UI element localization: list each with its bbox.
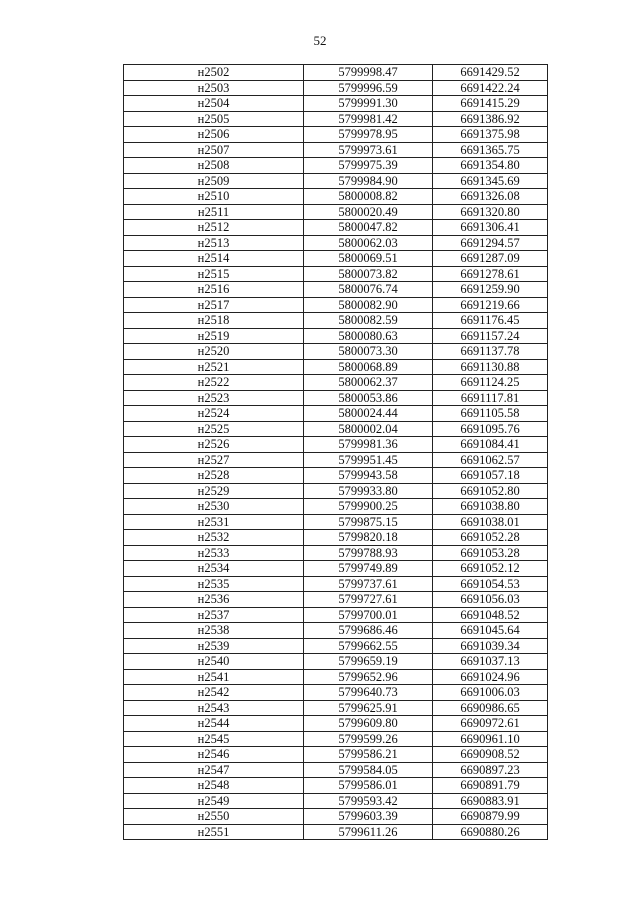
x-coordinate-cell: 5799973.61	[304, 142, 433, 158]
y-coordinate-cell: 6691095.76	[433, 421, 548, 437]
point-id-cell: н2508	[124, 158, 304, 174]
x-coordinate-cell: 5799981.42	[304, 111, 433, 127]
y-coordinate-cell: 6691278.61	[433, 266, 548, 282]
point-id-cell: н2533	[124, 545, 304, 561]
y-coordinate-cell: 6691429.52	[433, 65, 548, 81]
table-row	[124, 499, 548, 515]
x-coordinate-cell: 5800082.90	[304, 297, 433, 313]
table-row	[124, 437, 548, 453]
x-coordinate-cell: 5800053.86	[304, 390, 433, 406]
table-row	[124, 297, 548, 313]
table-row	[124, 204, 548, 220]
point-id-cell: н2532	[124, 530, 304, 546]
x-coordinate-cell: 5800047.82	[304, 220, 433, 236]
x-coordinate-cell: 5799609.80	[304, 716, 433, 732]
x-coordinate-cell: 5799659.19	[304, 654, 433, 670]
y-coordinate-cell: 6691038.01	[433, 514, 548, 530]
x-coordinate-cell: 5799593.42	[304, 793, 433, 809]
table-row	[124, 514, 548, 530]
point-id-cell: н2537	[124, 607, 304, 623]
x-coordinate-cell: 5800073.82	[304, 266, 433, 282]
y-coordinate-cell: 6691375.98	[433, 127, 548, 143]
coordinates-table	[123, 64, 548, 840]
x-coordinate-cell: 5800069.51	[304, 251, 433, 267]
table-row	[124, 452, 548, 468]
point-id-cell: н2504	[124, 96, 304, 112]
y-coordinate-cell: 6691415.29	[433, 96, 548, 112]
x-coordinate-cell: 5800073.30	[304, 344, 433, 360]
y-coordinate-cell: 6691130.88	[433, 359, 548, 375]
x-coordinate-cell: 5799998.47	[304, 65, 433, 81]
y-coordinate-cell: 6691084.41	[433, 437, 548, 453]
y-coordinate-cell: 6691052.28	[433, 530, 548, 546]
point-id-cell: н2550	[124, 809, 304, 825]
point-id-cell: н2545	[124, 731, 304, 747]
y-coordinate-cell: 6690880.26	[433, 824, 548, 840]
x-coordinate-cell: 5800008.82	[304, 189, 433, 205]
y-coordinate-cell: 6690897.23	[433, 762, 548, 778]
y-coordinate-cell: 6691037.13	[433, 654, 548, 670]
table-row	[124, 638, 548, 654]
point-id-cell: н2523	[124, 390, 304, 406]
x-coordinate-cell: 5800062.03	[304, 235, 433, 251]
y-coordinate-cell: 6690961.10	[433, 731, 548, 747]
point-id-cell: н2536	[124, 592, 304, 608]
point-id-cell: н2544	[124, 716, 304, 732]
point-id-cell: н2521	[124, 359, 304, 375]
y-coordinate-cell: 6691052.80	[433, 483, 548, 499]
x-coordinate-cell: 5799981.36	[304, 437, 433, 453]
point-id-cell: н2506	[124, 127, 304, 143]
point-id-cell: н2535	[124, 576, 304, 592]
y-coordinate-cell: 6691006.03	[433, 685, 548, 701]
table-row	[124, 421, 548, 437]
y-coordinate-cell: 6691176.45	[433, 313, 548, 329]
table-row	[124, 359, 548, 375]
y-coordinate-cell: 6691365.75	[433, 142, 548, 158]
point-id-cell: н2529	[124, 483, 304, 499]
y-coordinate-cell: 6690879.99	[433, 809, 548, 825]
table-row	[124, 344, 548, 360]
y-coordinate-cell: 6691053.28	[433, 545, 548, 561]
x-coordinate-cell: 5799727.61	[304, 592, 433, 608]
point-id-cell: н2524	[124, 406, 304, 422]
point-id-cell: н2522	[124, 375, 304, 391]
table-row	[124, 328, 548, 344]
x-coordinate-cell: 5799586.21	[304, 747, 433, 763]
y-coordinate-cell: 6691057.18	[433, 468, 548, 484]
table-row	[124, 607, 548, 623]
point-id-cell: н2527	[124, 452, 304, 468]
y-coordinate-cell: 6691024.96	[433, 669, 548, 685]
y-coordinate-cell: 6691045.64	[433, 623, 548, 639]
point-id-cell: н2526	[124, 437, 304, 453]
y-coordinate-cell: 6691386.92	[433, 111, 548, 127]
x-coordinate-cell: 5800080.63	[304, 328, 433, 344]
point-id-cell: н2518	[124, 313, 304, 329]
point-id-cell: н2549	[124, 793, 304, 809]
x-coordinate-cell: 5799686.46	[304, 623, 433, 639]
table-row	[124, 824, 548, 840]
table-row	[124, 251, 548, 267]
y-coordinate-cell: 6690986.65	[433, 700, 548, 716]
y-coordinate-cell: 6690972.61	[433, 716, 548, 732]
x-coordinate-cell: 5800020.49	[304, 204, 433, 220]
y-coordinate-cell: 6691062.57	[433, 452, 548, 468]
point-id-cell: н2510	[124, 189, 304, 205]
table-row	[124, 406, 548, 422]
y-coordinate-cell: 6691320.80	[433, 204, 548, 220]
y-coordinate-cell: 6691422.24	[433, 80, 548, 96]
table-row	[124, 793, 548, 809]
table-row	[124, 158, 548, 174]
point-id-cell: н2512	[124, 220, 304, 236]
x-coordinate-cell: 5800024.44	[304, 406, 433, 422]
y-coordinate-cell: 6691354.80	[433, 158, 548, 174]
table-row	[124, 685, 548, 701]
x-coordinate-cell: 5799900.25	[304, 499, 433, 515]
table-row	[124, 561, 548, 577]
table-row	[124, 127, 548, 143]
y-coordinate-cell: 6690891.79	[433, 778, 548, 794]
table-row	[124, 483, 548, 499]
x-coordinate-cell: 5799737.61	[304, 576, 433, 592]
table-row	[124, 576, 548, 592]
y-coordinate-cell: 6691124.25	[433, 375, 548, 391]
x-coordinate-cell: 5799584.05	[304, 762, 433, 778]
x-coordinate-cell: 5799586.01	[304, 778, 433, 794]
table-row	[124, 716, 548, 732]
table-row	[124, 266, 548, 282]
x-coordinate-cell: 5799975.39	[304, 158, 433, 174]
page-number: 52	[313, 33, 327, 48]
x-coordinate-cell: 5800002.04	[304, 421, 433, 437]
table-row	[124, 390, 548, 406]
point-id-cell: н2520	[124, 344, 304, 360]
x-coordinate-cell: 5799996.59	[304, 80, 433, 96]
point-id-cell: н2516	[124, 282, 304, 298]
table-row	[124, 189, 548, 205]
table-row	[124, 809, 548, 825]
point-id-cell: н2517	[124, 297, 304, 313]
point-id-cell: н2539	[124, 638, 304, 654]
table-row	[124, 282, 548, 298]
y-coordinate-cell: 6690883.91	[433, 793, 548, 809]
y-coordinate-cell: 6691345.69	[433, 173, 548, 189]
table-row	[124, 778, 548, 794]
x-coordinate-cell: 5799951.45	[304, 452, 433, 468]
table-row	[124, 623, 548, 639]
point-id-cell: н2513	[124, 235, 304, 251]
table-row	[124, 375, 548, 391]
point-id-cell: н2514	[124, 251, 304, 267]
x-coordinate-cell: 5799933.80	[304, 483, 433, 499]
x-coordinate-cell: 5800082.59	[304, 313, 433, 329]
point-id-cell: н2534	[124, 561, 304, 577]
table-row	[124, 654, 548, 670]
y-coordinate-cell: 6691294.57	[433, 235, 548, 251]
point-id-cell: н2515	[124, 266, 304, 282]
x-coordinate-cell: 5799984.90	[304, 173, 433, 189]
point-id-cell: н2511	[124, 204, 304, 220]
y-coordinate-cell: 6691048.52	[433, 607, 548, 623]
x-coordinate-cell: 5799978.95	[304, 127, 433, 143]
table-row	[124, 592, 548, 608]
x-coordinate-cell: 5799991.30	[304, 96, 433, 112]
x-coordinate-cell: 5799788.93	[304, 545, 433, 561]
x-coordinate-cell: 5799640.73	[304, 685, 433, 701]
point-id-cell: н2525	[124, 421, 304, 437]
table-row	[124, 111, 548, 127]
point-id-cell: н2503	[124, 80, 304, 96]
x-coordinate-cell: 5799652.96	[304, 669, 433, 685]
x-coordinate-cell: 5799749.89	[304, 561, 433, 577]
x-coordinate-cell: 5799700.01	[304, 607, 433, 623]
y-coordinate-cell: 6691306.41	[433, 220, 548, 236]
table-row	[124, 700, 548, 716]
point-id-cell: н2530	[124, 499, 304, 515]
point-id-cell: н2546	[124, 747, 304, 763]
table-row	[124, 65, 548, 81]
point-id-cell: н2531	[124, 514, 304, 530]
point-id-cell: н2505	[124, 111, 304, 127]
point-id-cell: н2551	[124, 824, 304, 840]
y-coordinate-cell: 6691105.58	[433, 406, 548, 422]
table-row	[124, 220, 548, 236]
y-coordinate-cell: 6691287.09	[433, 251, 548, 267]
point-id-cell: н2519	[124, 328, 304, 344]
table-row	[124, 313, 548, 329]
table-row	[124, 173, 548, 189]
y-coordinate-cell: 6691259.90	[433, 282, 548, 298]
table-row	[124, 142, 548, 158]
table-row	[124, 80, 548, 96]
x-coordinate-cell: 5799599.26	[304, 731, 433, 747]
point-id-cell: н2541	[124, 669, 304, 685]
point-id-cell: н2509	[124, 173, 304, 189]
x-coordinate-cell: 5799820.18	[304, 530, 433, 546]
table-row	[124, 530, 548, 546]
x-coordinate-cell: 5799662.55	[304, 638, 433, 654]
y-coordinate-cell: 6691056.03	[433, 592, 548, 608]
y-coordinate-cell: 6691326.08	[433, 189, 548, 205]
x-coordinate-cell: 5799875.15	[304, 514, 433, 530]
table-row	[124, 762, 548, 778]
y-coordinate-cell: 6691039.34	[433, 638, 548, 654]
table-row	[124, 468, 548, 484]
point-id-cell: н2542	[124, 685, 304, 701]
y-coordinate-cell: 6691117.81	[433, 390, 548, 406]
point-id-cell: н2543	[124, 700, 304, 716]
point-id-cell: н2502	[124, 65, 304, 81]
x-coordinate-cell: 5800068.89	[304, 359, 433, 375]
x-coordinate-cell: 5799625.91	[304, 700, 433, 716]
table-row	[124, 747, 548, 763]
x-coordinate-cell: 5800062.37	[304, 375, 433, 391]
y-coordinate-cell: 6691052.12	[433, 561, 548, 577]
table-row	[124, 669, 548, 685]
point-id-cell: н2548	[124, 778, 304, 794]
point-id-cell: н2528	[124, 468, 304, 484]
y-coordinate-cell: 6691157.24	[433, 328, 548, 344]
point-id-cell: н2538	[124, 623, 304, 639]
point-id-cell: н2507	[124, 142, 304, 158]
x-coordinate-cell: 5799611.26	[304, 824, 433, 840]
table-row	[124, 235, 548, 251]
x-coordinate-cell: 5799603.39	[304, 809, 433, 825]
table-row	[124, 96, 548, 112]
y-coordinate-cell: 6690908.52	[433, 747, 548, 763]
table-row	[124, 545, 548, 561]
y-coordinate-cell: 6691054.53	[433, 576, 548, 592]
point-id-cell: н2540	[124, 654, 304, 670]
y-coordinate-cell: 6691038.80	[433, 499, 548, 515]
coordinates-table-body	[124, 65, 548, 840]
y-coordinate-cell: 6691219.66	[433, 297, 548, 313]
x-coordinate-cell: 5800076.74	[304, 282, 433, 298]
point-id-cell: н2547	[124, 762, 304, 778]
y-coordinate-cell: 6691137.78	[433, 344, 548, 360]
x-coordinate-cell: 5799943.58	[304, 468, 433, 484]
table-row	[124, 731, 548, 747]
